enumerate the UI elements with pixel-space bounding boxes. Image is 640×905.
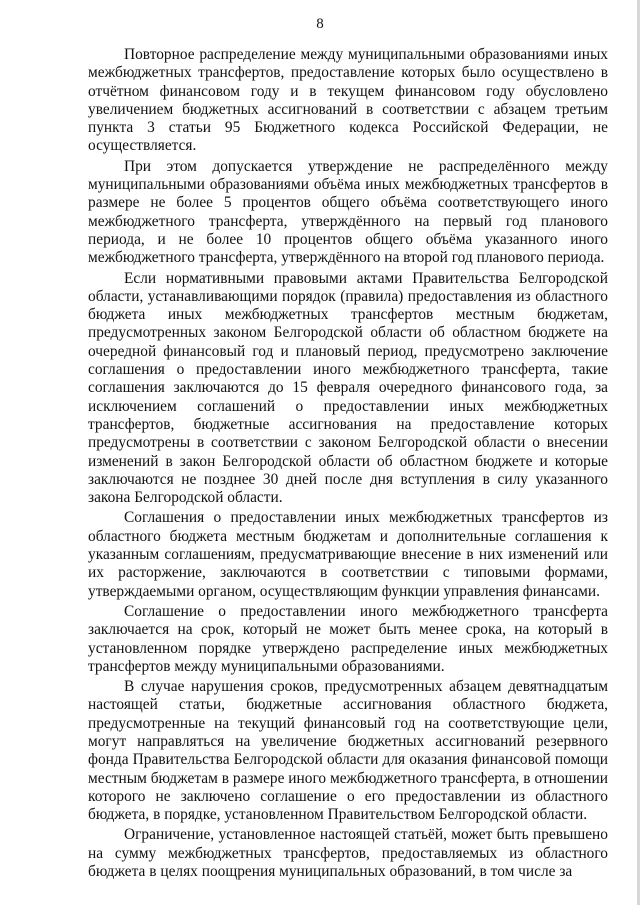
paragraph-standard-forms: Соглашения о предоставлении иных межбюджетных трансфертов из областного бюджета местным бюджетам и дополнительные соглашения к указанным соглашениям, предусматривающие внесение в них изменений или их расторжение, заключаются в соответствии с типовыми формами, утверждаемыми органом, осуществляющим функции управления финансами.: [88, 509, 608, 600]
paragraph-agreement-deadline: Если нормативными правовыми актами Правительства Белгородской области, устанавливающими порядок (правила) предоставления из областного бюджета иных межбюджетных трансфертов местным бюджетам, предусмотренных законом Белгородской области об областном бюджете на очередной финансовый год и плановый период, предусмотрено заключение соглашения о предоставлении иного межбюджетного трансферта, такие соглашения заключаются до 15 февраля очередного финансового года, за исключением соглашений о предоставлении иных межбюджетных трансфертов, бюджетные ассигнования на предоставление которых предусмотрены в соответствии с законом Белгородской области о внесении изменений в закон Белгородской области об областном бюджете и которые заключаются не позднее 30 дней после дня вступления в силу указанного закона Белгородской области.: [88, 269, 608, 507]
paragraph-undistributed-volume: При этом допускается утверждение не распределённого между муниципальными образованиями объёма иных межбюджетных трансфертов в размере не более 5 процентов общего объёма соответствующего иного межбюджетного трансферта, утверждённого на первый год планового периода, и не более 10 процентов общего объёма указанного иного межбюджетного трансферта, утверждённого на второй год планового периода.: [88, 157, 608, 267]
paragraph-deadline-violation: В случае нарушения сроков, предусмотренных абзацем девятнадцатым настоящей статьи, бюджетные ассигнования областного бюджета, предусмотренные на текущий финансовый год на соответствующие цели, могут направляться на увеличение бюджетных ассигнований резервного фонда Правительства Белгородской области для оказания финансовой помощи местным бюджетам в размере иного межбюджетного трансферта, в отношении которого не заключено соглашение о его предоставлении из областного бюджета, в порядке, установленном Правительством Белгородской области.: [88, 678, 608, 824]
paragraph-agreement-term: Соглашение о предоставлении иного межбюджетного трансферта заключается на срок, который не может быть менее срока, на который в установленном порядке утверждено распределение иных межбюджетных трансфертов между муниципальными образованиями.: [88, 602, 608, 675]
page-number: 8: [316, 16, 324, 32]
paragraph-redistribution: Повторное распределение между муниципальными образованиями иных межбюджетных трансфертов, предоставление которых было осуществлено в отчётном финансовом году и в текущем финансовом году обусловлено увеличением бюджетных ассигнований в соответствии с абзацем третьим пункта 3 статьи 95 Бюджетного кодекса Российской Федерации, не осуществляется.: [88, 46, 608, 155]
body-text: [88, 46, 608, 883]
paragraph-limit-exception: Ограничение, установленное настоящей статьёй, может быть превышено на сумму межбюджетных трансфертов, предоставляемых из областного бюджета в целях поощрения муниципальных образований, в том числе за: [88, 826, 608, 881]
